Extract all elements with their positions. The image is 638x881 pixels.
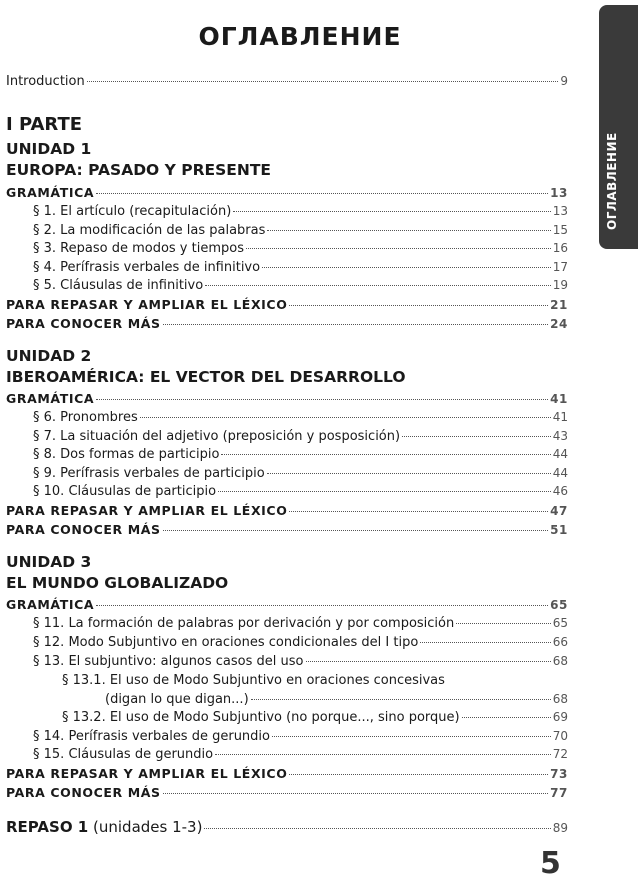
toc-label: § 8. Dos formas de participio <box>33 447 220 462</box>
toc-page: 70 <box>552 729 568 743</box>
toc-label: § 4. Perífrasis verbales de infinitivo <box>33 260 261 275</box>
toc-label: § 13. El subjuntivo: algunos casos del uso <box>33 654 304 669</box>
toc-label: PARA REPASAR Y AMPLIAR EL LÉXICO <box>6 297 288 312</box>
leader-dots <box>456 623 550 624</box>
toc-unit2-gramatica[interactable] <box>6 391 568 406</box>
toc-unit1-conocer[interactable] <box>6 316 568 331</box>
toc-repaso-label <box>6 818 202 836</box>
leader-dots <box>246 248 551 249</box>
toc-page: 69 <box>552 710 568 724</box>
toc-page: 68 <box>552 692 568 706</box>
leader-dots <box>462 717 551 718</box>
leader-dots <box>420 642 550 643</box>
toc-label: § 10. Cláusulas de participio <box>33 484 217 499</box>
toc-label: PARA CONOCER MÁS <box>6 785 161 800</box>
toc-unit2-repasar[interactable] <box>6 503 568 518</box>
toc-item[interactable] <box>33 278 568 293</box>
toc-page: 9 <box>560 74 568 88</box>
toc-item[interactable] <box>33 616 568 631</box>
toc-page: 68 <box>552 654 568 668</box>
toc-page: 89 <box>552 821 568 835</box>
toc-unit1-repasar[interactable] <box>6 297 568 312</box>
toc-page: 16 <box>552 241 568 255</box>
leader-dots <box>87 81 559 82</box>
toc-page: 47 <box>550 504 568 518</box>
toc-item[interactable] <box>33 635 568 650</box>
toc-page: 24 <box>550 317 568 331</box>
leader-dots <box>402 436 551 437</box>
unit2-number: UNIDAD 2 <box>6 347 92 365</box>
toc-page: 41 <box>550 392 568 406</box>
toc-page: 13 <box>552 204 568 218</box>
toc-repaso[interactable] <box>6 818 568 836</box>
toc-page: 72 <box>552 747 568 761</box>
toc-unit2-conocer[interactable] <box>6 522 568 537</box>
toc-label: PARA REPASAR Y AMPLIAR EL LÉXICO <box>6 503 288 518</box>
toc-page: 19 <box>552 278 568 292</box>
toc-label: § 5. Cláusulas de infinitivo <box>33 278 204 293</box>
toc-label: § 14. Perífrasis verbales de gerundio <box>33 729 270 744</box>
toc-item[interactable] <box>33 729 568 744</box>
toc-page: 65 <box>550 598 568 612</box>
toc-subitem[interactable] <box>105 692 568 707</box>
toc-label: § 15. Cláusulas de gerundio <box>33 747 214 762</box>
leader-dots <box>215 754 551 755</box>
toc-item[interactable] <box>33 447 568 462</box>
part-heading: I PARTE <box>6 114 83 135</box>
toc-label: Introduction <box>6 74 85 89</box>
unit1-title: EUROPA: PASADO Y PRESENTE <box>6 161 272 179</box>
toc-label-continuation: (digan lo que digan...) <box>105 692 249 707</box>
repaso-rest: (unidades 1-3) <box>88 818 203 836</box>
toc-page: 46 <box>552 484 568 498</box>
page-number: 5 <box>540 846 561 881</box>
unit1-number: UNIDAD 1 <box>6 140 92 158</box>
leader-dots <box>96 399 548 400</box>
toc-page: 44 <box>552 447 568 461</box>
toc-item[interactable] <box>33 484 568 499</box>
leader-dots <box>96 605 548 606</box>
toc-item[interactable] <box>33 241 568 256</box>
toc-item[interactable] <box>33 429 568 444</box>
toc-item[interactable] <box>33 260 568 275</box>
toc-subitem-label[interactable]: § 13.1. El uso de Modo Subjuntivo en oraciones concesivas <box>62 673 445 688</box>
toc-label: § 9. Perífrasis verbales de participio <box>33 466 265 481</box>
toc-page: 43 <box>552 429 568 443</box>
toc-label: § 13.2. El uso de Modo Subjuntivo (no porque..., sino porque) <box>62 710 460 725</box>
toc-label: § 2. La modificación de las palabras <box>33 223 266 238</box>
toc-page: 41 <box>552 410 568 424</box>
toc-page: 65 <box>552 616 568 630</box>
leader-dots <box>289 305 548 306</box>
side-tab-label: ОГЛАВЛЕНИЕ <box>605 132 619 230</box>
toc-item[interactable] <box>33 204 568 219</box>
toc-label: GRAMÁTICA <box>6 391 95 406</box>
toc-item[interactable] <box>33 747 568 762</box>
toc-label: § 11. La formación de palabras por derivación y por composición <box>33 616 455 631</box>
toc-page: 66 <box>552 635 568 649</box>
repaso-bold: REPASO 1 <box>6 818 89 836</box>
unit3-title: EL MUNDO GLOBALIZADO <box>6 574 229 592</box>
toc-item[interactable] <box>33 466 568 481</box>
leader-dots <box>272 736 551 737</box>
leader-dots <box>289 774 548 775</box>
toc-page: 15 <box>552 223 568 237</box>
leader-dots <box>218 491 551 492</box>
leader-dots <box>205 285 551 286</box>
toc-page: 44 <box>552 466 568 480</box>
toc-item[interactable] <box>33 410 568 425</box>
leader-dots <box>221 454 550 455</box>
toc-label: GRAMÁTICA <box>6 597 95 612</box>
leader-dots <box>204 828 550 829</box>
leader-dots <box>262 267 551 268</box>
toc-subitem[interactable] <box>62 710 568 725</box>
toc-item[interactable] <box>33 654 568 669</box>
toc-page: 17 <box>552 260 568 274</box>
leader-dots <box>251 699 551 700</box>
leader-dots <box>163 530 548 531</box>
leader-dots <box>267 473 551 474</box>
toc-unit3-conocer[interactable] <box>6 785 568 800</box>
toc-label: § 12. Modo Subjuntivo en oraciones condicionales del I tipo <box>33 635 419 650</box>
leader-dots <box>233 211 550 212</box>
leader-dots <box>163 324 548 325</box>
toc-page: 73 <box>550 767 568 781</box>
toc-unit3-repasar[interactable] <box>6 766 568 781</box>
leader-dots <box>163 793 548 794</box>
toc-page: 21 <box>550 298 568 312</box>
toc-label: PARA CONOCER MÁS <box>6 316 161 331</box>
leader-dots <box>96 193 548 194</box>
page-title: ОГЛАВЛЕНИЕ <box>198 22 402 51</box>
toc-label: GRAMÁTICA <box>6 185 95 200</box>
toc-page: 77 <box>550 786 568 800</box>
toc-page: 51 <box>550 523 568 537</box>
toc-label: § 6. Pronombres <box>33 410 138 425</box>
toc-page: 13 <box>550 186 568 200</box>
toc-unit1-gramatica[interactable] <box>6 185 568 200</box>
unit2-title: IBEROAMÉRICA: EL VECTOR DEL DESARROLLO <box>6 368 406 386</box>
toc-label: PARA CONOCER MÁS <box>6 522 161 537</box>
toc-item[interactable] <box>33 223 568 238</box>
toc-label: § 3. Repaso de modos y tiempos <box>33 241 244 256</box>
toc-label: PARA REPASAR Y AMPLIAR EL LÉXICO <box>6 766 288 781</box>
toc-label: § 7. La situación del adjetivo (preposición y posposición) <box>33 429 401 444</box>
toc-unit3-gramatica[interactable] <box>6 597 568 612</box>
toc-introduction[interactable] <box>6 74 568 89</box>
leader-dots <box>267 230 550 231</box>
toc-label: § 1. El artículo (recapitulación) <box>33 204 232 219</box>
leader-dots <box>289 511 548 512</box>
leader-dots <box>306 661 551 662</box>
unit3-number: UNIDAD 3 <box>6 553 92 571</box>
leader-dots <box>140 417 551 418</box>
